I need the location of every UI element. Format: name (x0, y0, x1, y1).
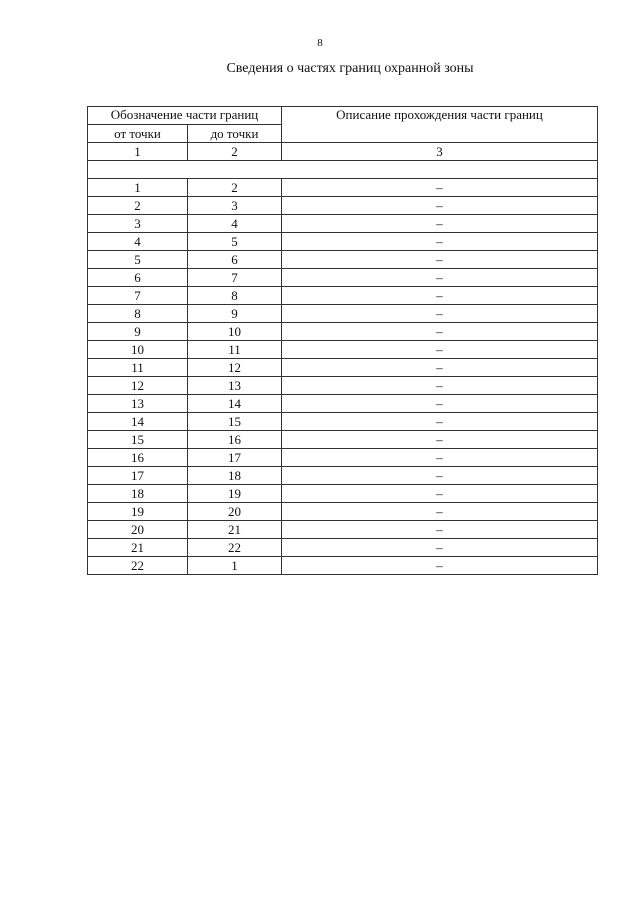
table-row (88, 305, 598, 323)
table-row (88, 179, 598, 197)
description-cell: – (282, 323, 598, 341)
from-point-cell: 8 (88, 305, 188, 323)
description-cell: – (282, 413, 598, 431)
from-point-cell: 14 (88, 413, 188, 431)
from-point-cell: 6 (88, 269, 188, 287)
description-cell: – (282, 485, 598, 503)
from-point-cell: 22 (88, 557, 188, 575)
header-from-point: от точки (88, 125, 188, 143)
description-cell: – (282, 269, 598, 287)
description-cell: – (282, 251, 598, 269)
to-point-cell: 20 (188, 503, 282, 521)
description-cell: – (282, 305, 598, 323)
page-number: 8 (317, 37, 323, 49)
header-to-point: до точки (188, 125, 282, 143)
to-point-cell: 10 (188, 323, 282, 341)
to-point-cell: 17 (188, 449, 282, 467)
header-boundary-designation: Обозначение части границ (88, 107, 282, 125)
to-point-cell: 22 (188, 539, 282, 557)
from-point-cell: 17 (88, 467, 188, 485)
description-cell: – (282, 539, 598, 557)
table-row (88, 215, 598, 233)
from-point-cell: 4 (88, 233, 188, 251)
description-cell: – (282, 557, 598, 575)
from-point-cell: 11 (88, 359, 188, 377)
description-cell: – (282, 395, 598, 413)
table-row (88, 503, 598, 521)
document-title: Сведения о частях границ охранной зоны (226, 61, 474, 76)
description-cell: – (282, 233, 598, 251)
table-row (88, 269, 598, 287)
column-index-cell: 1 (88, 143, 188, 161)
description-cell: – (282, 359, 598, 377)
table-row (88, 377, 598, 395)
from-point-cell: 10 (88, 341, 188, 359)
from-point-cell: 13 (88, 395, 188, 413)
table-row (88, 413, 598, 431)
description-cell: – (282, 467, 598, 485)
from-point-cell: 15 (88, 431, 188, 449)
to-point-cell: 16 (188, 431, 282, 449)
table-row (88, 233, 598, 251)
boundary-parts-table (87, 106, 598, 575)
from-point-cell: 1 (88, 179, 188, 197)
from-point-cell: 20 (88, 521, 188, 539)
to-point-cell: 3 (188, 197, 282, 215)
description-cell: – (282, 341, 598, 359)
column-index-cell: 2 (188, 143, 282, 161)
table-row (88, 395, 598, 413)
to-point-cell: 18 (188, 467, 282, 485)
from-point-cell: 9 (88, 323, 188, 341)
table-row (88, 251, 598, 269)
table-row (88, 467, 598, 485)
table-row (88, 359, 598, 377)
to-point-cell: 14 (188, 395, 282, 413)
description-cell: – (282, 449, 598, 467)
description-cell: – (282, 179, 598, 197)
to-point-cell: 7 (188, 269, 282, 287)
from-point-cell: 7 (88, 287, 188, 305)
to-point-cell: 5 (188, 233, 282, 251)
to-point-cell: 19 (188, 485, 282, 503)
to-point-cell: 4 (188, 215, 282, 233)
to-point-cell: 6 (188, 251, 282, 269)
to-point-cell: 21 (188, 521, 282, 539)
to-point-cell: 2 (188, 179, 282, 197)
to-point-cell: 11 (188, 341, 282, 359)
to-point-cell: 12 (188, 359, 282, 377)
description-cell: – (282, 287, 598, 305)
table-row (88, 341, 598, 359)
table-row (88, 521, 598, 539)
to-point-cell: 9 (188, 305, 282, 323)
from-point-cell: 19 (88, 503, 188, 521)
section-cell (88, 161, 598, 179)
from-point-cell: 2 (88, 197, 188, 215)
from-point-cell: 16 (88, 449, 188, 467)
table-row (88, 557, 598, 575)
description-cell: – (282, 377, 598, 395)
description-cell: – (282, 521, 598, 539)
from-point-cell: 18 (88, 485, 188, 503)
table-row (88, 449, 598, 467)
header-boundary-description: Описание прохождения части границ (282, 107, 598, 143)
from-point-cell: 21 (88, 539, 188, 557)
to-point-cell: 8 (188, 287, 282, 305)
table-row (88, 539, 598, 557)
to-point-cell: 1 (188, 557, 282, 575)
description-cell: – (282, 503, 598, 521)
to-point-cell: 13 (188, 377, 282, 395)
table-row (88, 485, 598, 503)
column-index-row (88, 143, 598, 161)
from-point-cell: 5 (88, 251, 188, 269)
table-row (88, 197, 598, 215)
table-row (88, 323, 598, 341)
from-point-cell: 12 (88, 377, 188, 395)
description-cell: – (282, 215, 598, 233)
table-row (88, 431, 598, 449)
table-header-row (88, 107, 598, 125)
description-cell: – (282, 197, 598, 215)
to-point-cell: 15 (188, 413, 282, 431)
column-index-cell: 3 (282, 143, 598, 161)
section-row (88, 161, 598, 179)
description-cell: – (282, 431, 598, 449)
from-point-cell: 3 (88, 215, 188, 233)
table-row (88, 287, 598, 305)
